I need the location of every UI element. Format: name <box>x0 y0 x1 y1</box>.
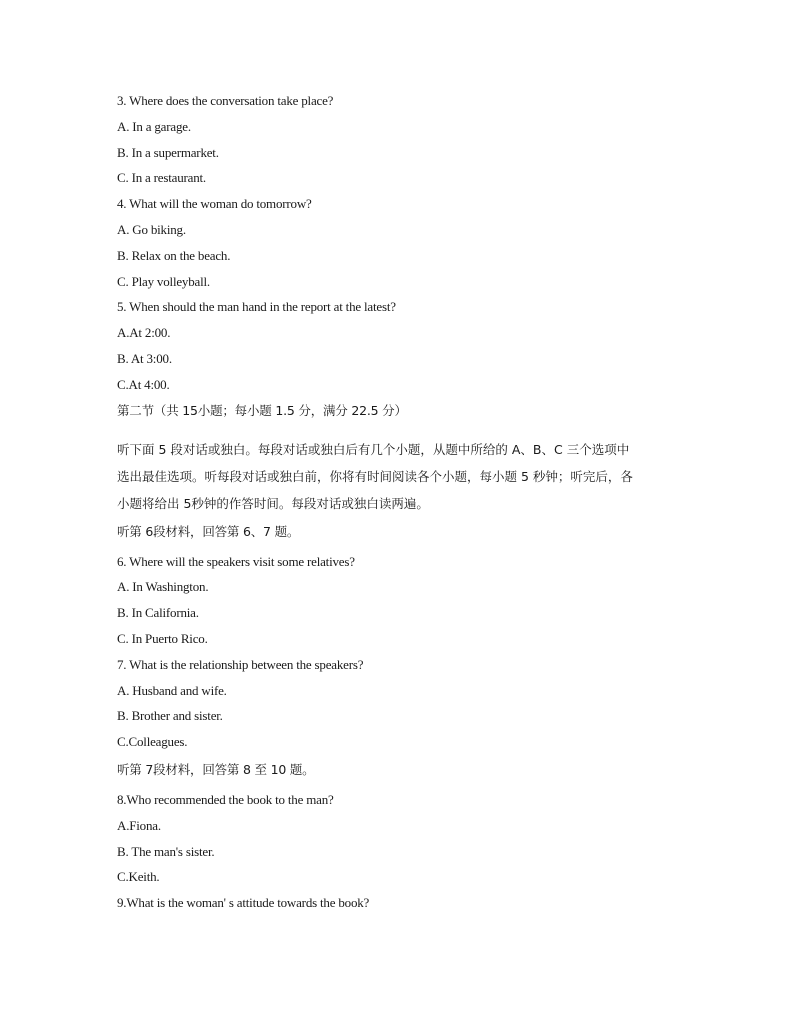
option-5c: C.At 4:00. <box>117 376 170 392</box>
option-4c: C. Play volleyball. <box>117 273 210 289</box>
option-8a: A.Fiona. <box>117 817 161 833</box>
option-6b: B. In California. <box>117 605 199 621</box>
question-8: 8.Who recommended the book to the man? <box>117 791 334 807</box>
material-7-header: 听第 7段材料，回答第 8 至 10 题。 <box>117 761 315 777</box>
option-3b: B. In a supermarket. <box>117 144 219 160</box>
instructions-line-1: 听下面 5 段对话或独白。每段对话或独白后有几个小题，从题中所给的 A、B、C 三个选项中 <box>117 441 630 457</box>
option-8c: C.Keith. <box>117 869 160 885</box>
option-6a: A. In Washington. <box>117 579 209 595</box>
option-7b: B. Brother and sister. <box>117 708 223 724</box>
question-6: 6. Where will the speakers visit some relatives? <box>117 553 355 569</box>
question-5: 5. When should the man hand in the report at the latest? <box>117 299 396 315</box>
instructions-line-2: 选出最佳选项。听每段对话或独白前，你将有时间阅读各个小题，每小题 5 秒钟；听完后，各 <box>117 468 633 484</box>
option-3a: A. In a garage. <box>117 118 191 134</box>
option-8b: B. The man's sister. <box>117 843 215 859</box>
option-4a: A. Go biking. <box>117 221 186 237</box>
option-5b: B. At 3:00. <box>117 350 172 366</box>
exam-page <box>117 92 687 920</box>
question-9: 9.What is the woman' s attitude towards the book? <box>117 895 370 911</box>
question-7: 7. What is the relationship between the speakers? <box>117 656 364 672</box>
option-3c: C. In a restaurant. <box>117 170 206 186</box>
question-3: 3. Where does the conversation take place? <box>117 93 334 108</box>
option-7a: A. Husband and wife. <box>117 682 227 698</box>
option-7c: C.Colleagues. <box>117 734 188 750</box>
material-6-header: 听第 6段材料，回答第 6、7 题。 <box>117 523 300 539</box>
question-4: 4. What will the woman do tomorrow? <box>117 196 312 212</box>
instructions-line-3: 小题将给出 5秒钟的作答时间。每段对话或独白读两遍。 <box>117 495 429 511</box>
option-4b: B. Relax on the beach. <box>117 247 231 263</box>
option-6c: C. In Puerto Rico. <box>117 630 208 646</box>
section-instructions <box>117 436 687 517</box>
section-title: 第二节（共 15小题；每小题 1.5 分，满分 22.5 分） <box>117 402 407 418</box>
option-5a: A.At 2:00. <box>117 325 171 341</box>
